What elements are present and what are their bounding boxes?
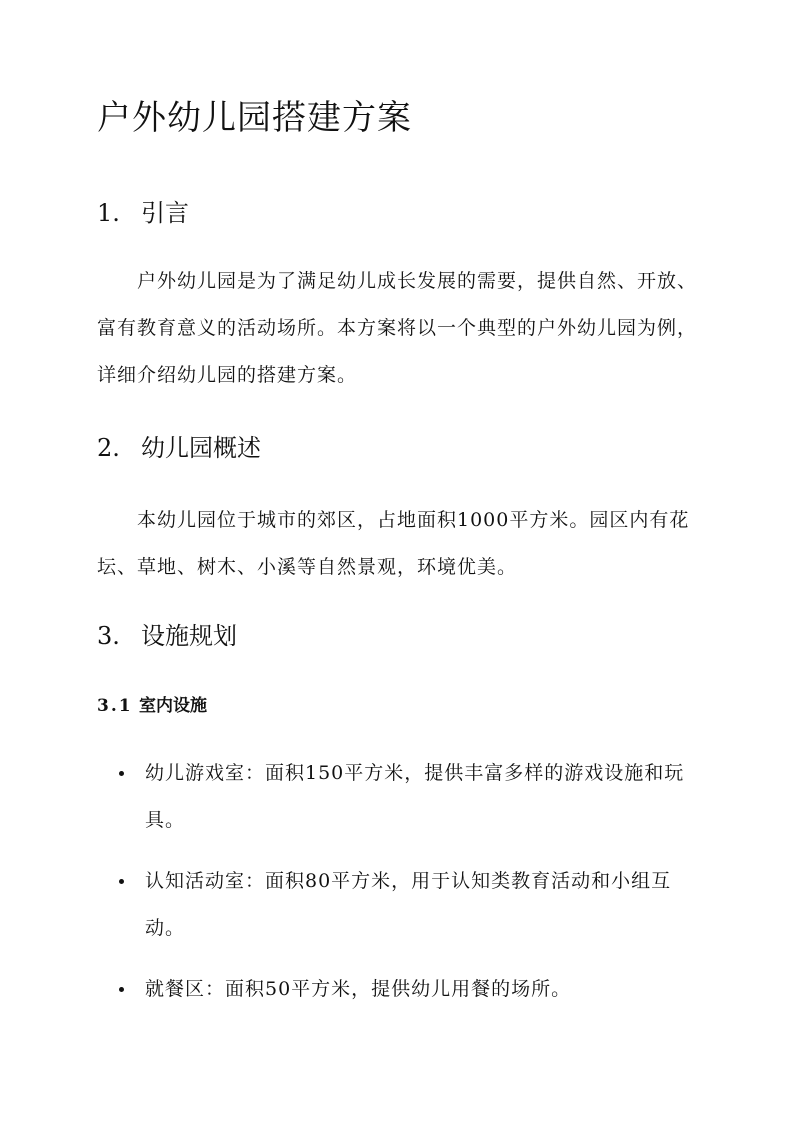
list-item	[97, 750, 703, 844]
list-item	[97, 966, 703, 1013]
section-number: 3.	[97, 622, 120, 650]
section-heading-introduction	[97, 196, 189, 230]
subsection-number: 3.1	[97, 696, 133, 716]
bullet-icon	[119, 987, 124, 992]
section-number: 2.	[97, 434, 120, 462]
section-number: 1.	[97, 199, 120, 227]
list-item-text: 认知活动室：面积80平方米，用于认知类教育活动和小组互动。	[145, 870, 672, 939]
bullet-icon	[119, 879, 124, 884]
section-paragraph-introduction: 户外幼儿园是为了满足幼儿成长发展的需要，提供自然、开放、富有教育意义的活动场所。本方案将以一个典型的户外幼儿园为例，详细介绍幼儿园的搭建方案。	[97, 270, 698, 386]
section-title: 幼儿园概述	[141, 434, 261, 462]
section-paragraph-overview: 本幼儿园位于城市的郊区，占地面积1000平方米。园区内有花坛、草地、树木、小溪等自然景观，环境优美。	[97, 509, 690, 578]
section-title: 设施规划	[141, 622, 237, 650]
section-title: 引言	[141, 199, 189, 227]
document-title: 户外幼儿园搭建方案	[97, 98, 412, 138]
list-item-text: 幼儿游戏室：面积150平方米，提供丰富多样的游戏设施和玩具。	[145, 762, 685, 831]
section-heading-overview	[97, 431, 261, 465]
bullet-icon	[119, 771, 124, 776]
section-heading-facilities	[97, 619, 237, 653]
subsection-title: 室内设施	[139, 696, 207, 716]
list-item	[97, 858, 703, 952]
subsection-heading-indoor	[97, 693, 207, 719]
indoor-facilities-list	[97, 750, 703, 1013]
list-item-text: 就餐区：面积50平方米，提供幼儿用餐的场所。	[145, 978, 572, 1000]
